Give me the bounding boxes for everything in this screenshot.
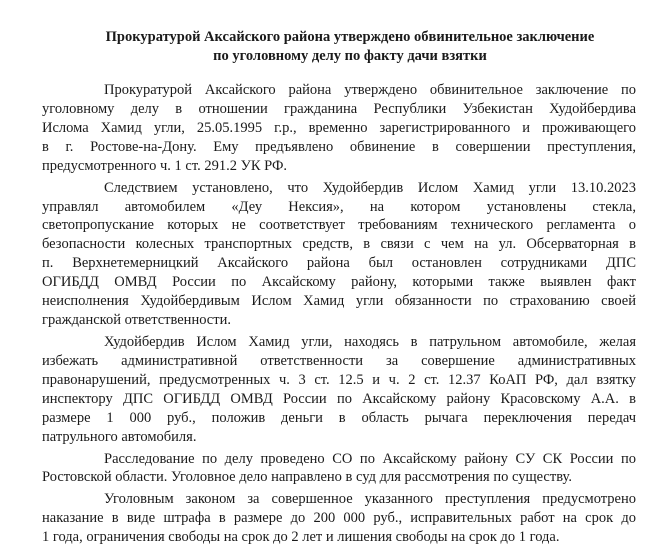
text-line: Следствием установлено, что Худойбердив Ислом Хамид угли 13.10.2023 xyxy=(104,179,636,196)
text-line: размере 1 000 руб., положив деньги в область рычага переключения передач xyxy=(42,409,636,426)
text-line: предусмотренного ч. 1 ст. 291.2 УК РФ. xyxy=(42,157,288,174)
text-line: уголовному делу в отношении гражданина Республики Узбекистан Худойбердива xyxy=(42,100,636,117)
text-line: гражданской ответственности. xyxy=(42,311,231,328)
text-line: Уголовным законом за совершенное указанного преступления предусмотрено xyxy=(104,491,636,508)
title-line-1: Прокуратурой Аксайского района утверждено обвинительное заключение xyxy=(105,29,595,45)
text-line: наказание в виде штрафа в размере до 200 000 руб., исправительных работ на срок до xyxy=(42,510,636,527)
paragraph-3 xyxy=(42,333,636,446)
title-line-2: по уголовному делу по факту дачи взятки xyxy=(213,48,487,64)
text-line: п. Верхнетемерницкий Аксайского района был остановлен сотрудниками ДПС xyxy=(42,255,636,272)
text-line: неисполнения Худойбердивым Ислом Хамид угли обязанности по страхованию своей xyxy=(42,293,636,310)
document-title xyxy=(60,28,640,66)
text-line: управлял автомобилем «Деу Нексия», на котором установлены стекла, xyxy=(42,198,636,215)
text-line: светопропускание которых не соответствует требованиям технического регламента о xyxy=(42,217,636,234)
text-line: Худойбердив Ислом Хамид угли, находясь в патрульном автомобиле, желая xyxy=(104,333,636,350)
text-line: безопасности колесных транспортных средств, в связи с чем на ул. Обсерваторная в xyxy=(42,236,636,253)
text-line: Ислома Хамид угли, 25.05.1995 г.р., временно зарегистрированного и проживающего xyxy=(42,119,636,136)
text-line: в г. Ростове-на-Дону. Ему предъявлено обвинение в совершении преступления, xyxy=(42,138,636,155)
paragraph-5 xyxy=(42,490,636,547)
text-line: 1 года, ограничения свободы на срок до 2 лет и лишения свободы на срок до 1 года. xyxy=(42,529,560,546)
paragraph-4 xyxy=(42,450,636,488)
text-line: Прокуратурой Аксайского района утверждено обвинительное заключение по xyxy=(104,82,636,98)
paragraph-2 xyxy=(42,179,636,330)
text-line: избежать административной ответственности за совершение административных xyxy=(42,352,636,369)
text-line: ОГИБДД ОМВД России по Аксайскому району, которыми также выявлен факт xyxy=(42,274,636,291)
paragraph-1 xyxy=(42,81,636,176)
text-line: Ростовской области. Уголовное дело направлено в суд для рассмотрения по существу. xyxy=(42,469,572,486)
text-line: патрульного автомобиля. xyxy=(42,428,197,445)
text-line: правонарушений, предусмотренных ч. 3 ст. 12.5 и ч. 2 ст. 12.37 КоАП РФ, дал взятку xyxy=(42,371,636,388)
text-line: Расследование по делу проведено СО по Аксайскому району СУ СК России по xyxy=(104,450,636,467)
text-line: инспектору ДПС ОГИБДД ОМВД России по Аксайскому району Красовскому А.А. в xyxy=(42,390,636,407)
document-body xyxy=(42,81,636,550)
